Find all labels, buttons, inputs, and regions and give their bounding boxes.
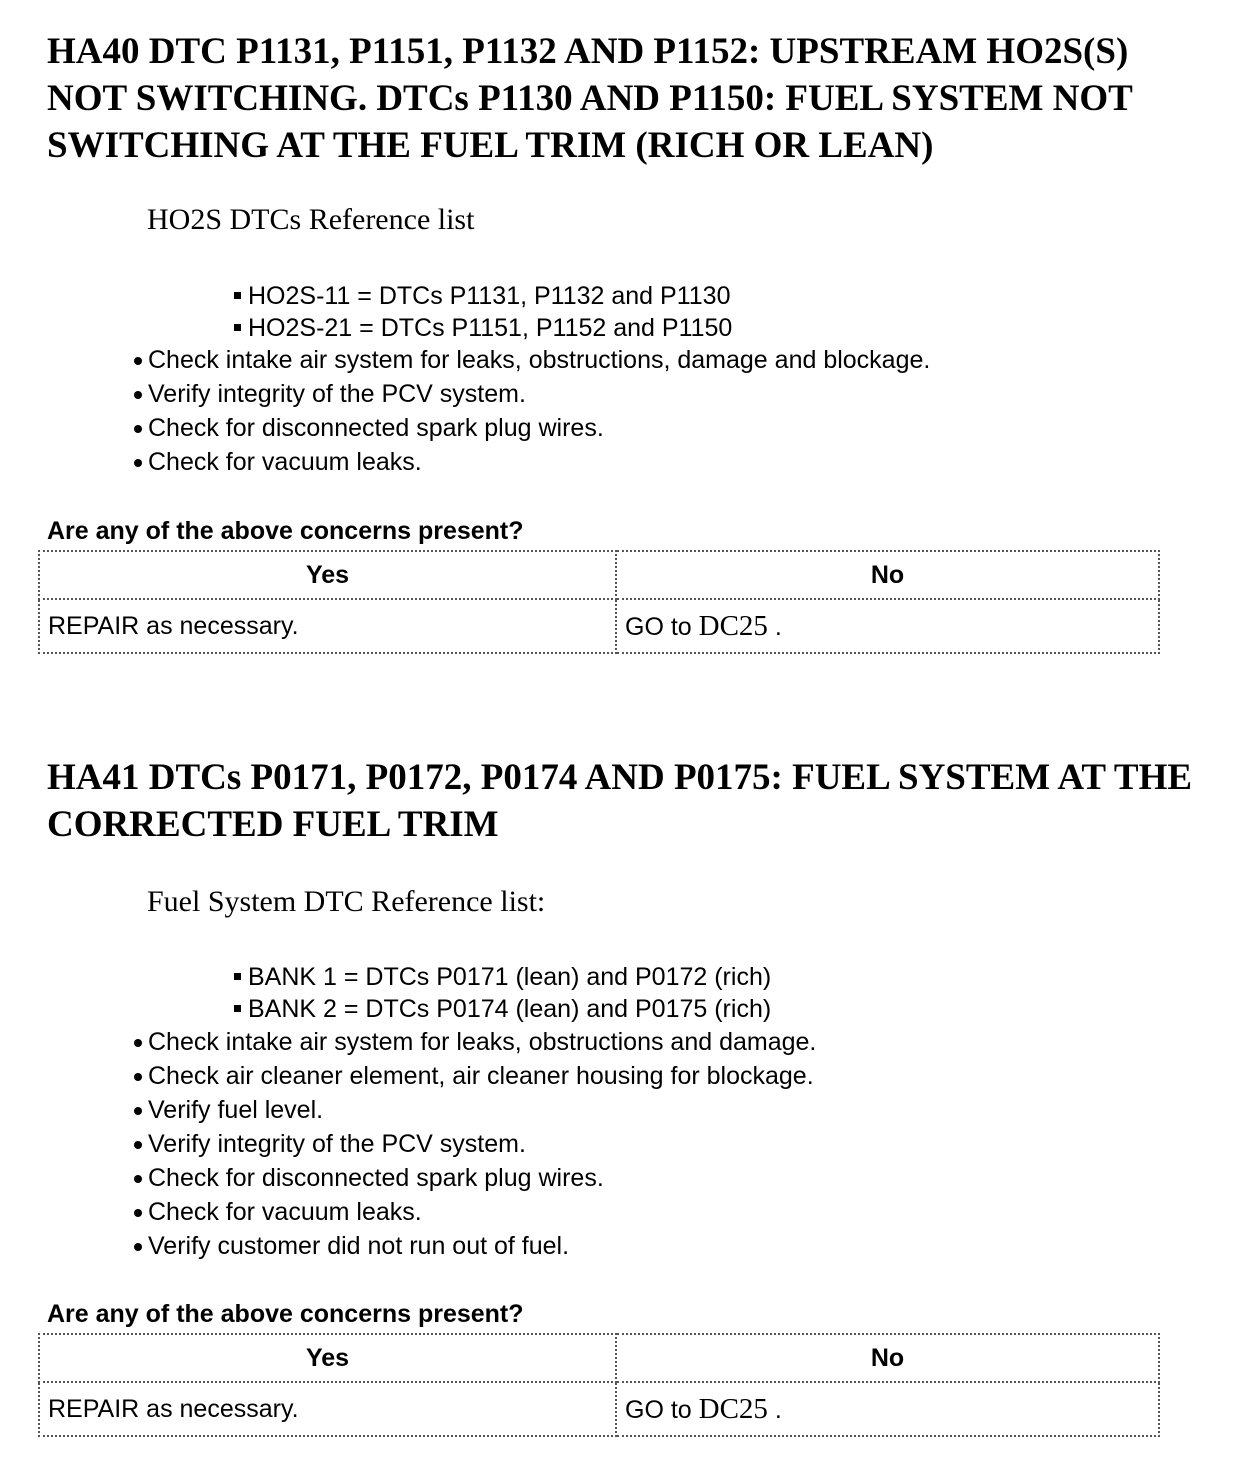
round-bullet-icon bbox=[134, 1107, 142, 1115]
concerns-question: Are any of the above concerns present? bbox=[47, 517, 524, 545]
no-header: No bbox=[616, 551, 1159, 599]
check-item: Verify integrity of the PCV system. bbox=[0, 1127, 816, 1161]
yes-action: REPAIR as necessary. bbox=[39, 1382, 616, 1436]
yes-header: Yes bbox=[39, 1334, 616, 1382]
check-item: Check for disconnected spark plug wires. bbox=[0, 411, 930, 445]
round-bullet-icon bbox=[134, 1209, 142, 1217]
table-row bbox=[39, 599, 1159, 653]
check-item: Check for disconnected spark plug wires. bbox=[0, 1161, 816, 1195]
check-item: Check for vacuum leaks. bbox=[0, 1195, 816, 1229]
round-bullet-icon bbox=[134, 459, 142, 467]
no-action: GO to DC25 . bbox=[616, 599, 1159, 653]
round-bullet-icon bbox=[134, 357, 142, 365]
no-header: No bbox=[616, 1334, 1159, 1382]
table-header-row bbox=[39, 551, 1159, 599]
check-item: Verify customer did not run out of fuel. bbox=[0, 1229, 816, 1263]
square-bullet-icon bbox=[234, 292, 241, 299]
reference-list bbox=[0, 279, 732, 345]
check-item: Check intake air system for leaks, obstructions and damage. bbox=[0, 1025, 816, 1059]
check-item: Verify integrity of the PCV system. bbox=[0, 377, 930, 411]
square-bullet-icon bbox=[234, 324, 241, 331]
reference-item: BANK 2 = DTCs P0174 (lean) and P0175 (rich) bbox=[0, 992, 771, 1026]
check-list bbox=[0, 343, 930, 479]
check-item: Verify fuel level. bbox=[0, 1093, 816, 1127]
round-bullet-icon bbox=[134, 1073, 142, 1081]
round-bullet-icon bbox=[134, 1243, 142, 1251]
decision-table bbox=[38, 550, 1160, 654]
table-row bbox=[39, 1382, 1159, 1436]
yes-action: REPAIR as necessary. bbox=[39, 599, 616, 653]
round-bullet-icon bbox=[134, 391, 142, 399]
reference-item: HO2S-21 = DTCs P1151, P1152 and P1150 bbox=[0, 311, 732, 345]
round-bullet-icon bbox=[134, 1175, 142, 1183]
no-action: GO to DC25 . bbox=[616, 1382, 1159, 1436]
section-heading: HA40 DTC P1131, P1151, P1132 AND P1152: UPSTREAM HO2S(S) NOT SWITCHING. DTCs P1130 AND P1150: FUEL SYSTEM NOT SWITCHING AT THE FUEL TRIM (RICH OR LEAN) bbox=[47, 31, 1133, 166]
round-bullet-icon bbox=[134, 1039, 142, 1047]
check-list bbox=[0, 1025, 816, 1263]
check-item: Check air cleaner element, air cleaner housing for blockage. bbox=[0, 1059, 816, 1093]
section-heading: HA41 DTCs P0171, P0172, P0174 AND P0175: FUEL SYSTEM AT THE CORRECTED FUEL TRIM bbox=[47, 757, 1193, 845]
reference-item: HO2S-11 = DTCs P1131, P1132 and P1130 bbox=[0, 279, 732, 313]
table-header-row bbox=[39, 1334, 1159, 1382]
round-bullet-icon bbox=[134, 1141, 142, 1149]
round-bullet-icon bbox=[134, 425, 142, 433]
check-item: Check intake air system for leaks, obstructions, damage and blockage. bbox=[0, 343, 930, 377]
square-bullet-icon bbox=[234, 973, 241, 980]
goto-link[interactable]: DC25 bbox=[698, 1392, 768, 1425]
reference-list bbox=[0, 960, 771, 1026]
goto-link[interactable]: DC25 bbox=[698, 609, 768, 642]
decision-table bbox=[38, 1333, 1160, 1437]
square-bullet-icon bbox=[234, 1005, 241, 1012]
yes-header: Yes bbox=[39, 551, 616, 599]
check-item: Check for vacuum leaks. bbox=[0, 445, 930, 479]
reference-item: BANK 1 = DTCs P0171 (lean) and P0172 (rich) bbox=[0, 960, 771, 994]
reference-list-title: Fuel System DTC Reference list: bbox=[147, 885, 546, 918]
reference-list-title: HO2S DTCs Reference list bbox=[147, 203, 475, 236]
concerns-question: Are any of the above concerns present? bbox=[47, 1300, 524, 1328]
